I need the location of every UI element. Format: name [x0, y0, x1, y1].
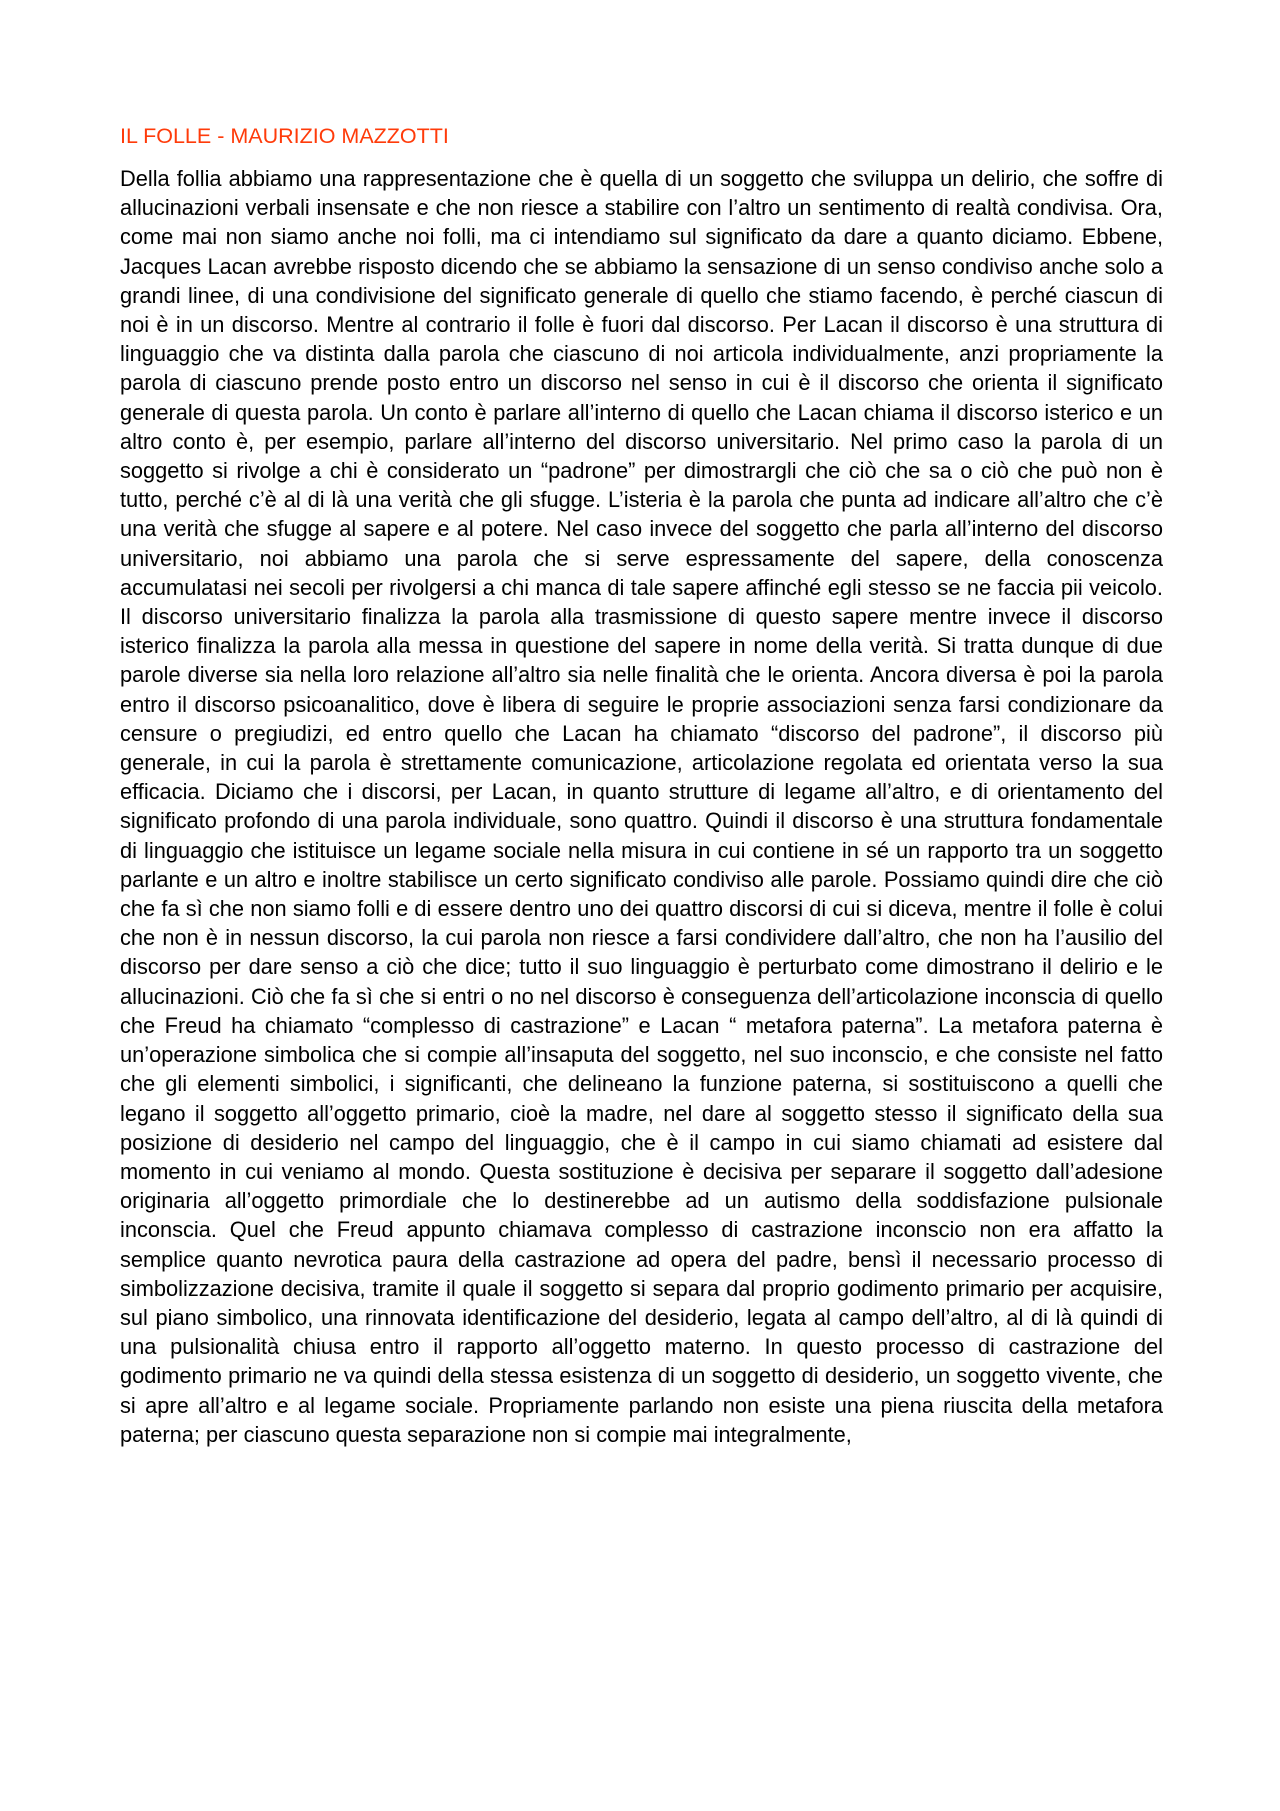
document-body-paragraph: Della follia abbiamo una rappresentazione che è quella di un soggetto che sviluppa un delirio, che soffre di allucinazioni verbali insensate e che non riesce a stabilire con l’altro un sentimento di realtà condivisa. Ora, come mai non siamo anche noi folli, ma ci intendiamo sul significato da dare a quanto diciamo. Ebbene, Jacques Lacan avrebbe risposto dicendo che se abbiamo la sensazione di un senso condiviso anche solo a grandi linee, di una condivisione del significato generale di quello che stiamo facendo, è perché ciascun di noi è in un discorso. Mentre al contrario il folle è fuori dal discorso. Per Lacan il discorso è una struttura di linguaggio che va distinta dalla parola che ciascuno di noi articola individualmente, anzi propriamente la parola di ciascuno prende posto entro un discorso nel senso in cui è il discorso che orienta il significato generale di questa parola. Un conto è parlare all’interno di quello che Lacan chiama il discorso isterico e un altro conto è, per esempio, parlare all’interno del discorso universitario. Nel primo caso la parola di un soggetto si rivolge a chi è considerato un “padrone” per dimostrargli che ciò che sa o ciò che può non è tutto, perché c’è al di là una verità che gli sfugge. L’isteria è la parola che punta ad indicare all’altro che c’è una verità che sfugge al sapere e al potere. Nel caso invece del soggetto che parla all’interno del discorso universitario, noi abbiamo una parola che si serve espressamente del sapere, della conoscenza accumulatasi nei secoli per rivolgersi a chi manca di tale sapere affinché egli stesso se ne faccia pii veicolo. Il discorso universitario finalizza la parola alla trasmissione di questo sapere mentre invece il discorso isterico finalizza la parola alla messa in questione del sapere in nome della verità. Si tratta dunque di due parole diverse sia nella loro relazione all’altro sia nelle finalità che le orienta. Ancora diversa è poi la parola entro il discorso psicoanalitico, dove è libera di seguire le proprie associazioni senza farsi condizionare da censure o pregiudizi, ed entro quello che Lacan ha chiamato “discorso del padrone”, il discorso più generale, in cui la parola è strettamente comunicazione, articolazione regolata ed orientata verso la sua efficacia. Diciamo che i discorsi, per Lacan, in quanto strutture di legame all’altro, e di orientamento del significato profondo di una parola individuale, sono quattro. Quindi il discorso è una struttura fondamentale di linguaggio che istituisce un legame sociale nella misura in cui contiene in sé un rapporto tra un soggetto parlante e un altro e inoltre stabilisce un certo significato condiviso alle parole. Possiamo quindi dire che ciò che fa sì che non siamo folli e di essere dentro uno dei quattro discorsi di cui si diceva, mentre il folle è colui che non è in nessun discorso, la cui parola non riesce a farsi condividere dall’altro, che non ha l’ausilio del discorso per dare senso a ciò che dice; tutto il suo linguaggio è perturbato come dimostrano il delirio e le allucinazioni. Ciò che fa sì che si entri o no nel discorso è conseguenza dell’articolazione inconscia di quello che Freud ha chiamato “complesso di castrazione” e Lacan “ metafora paterna”. La metafora paterna è un’operazione simbolica che si compie all’insaputa del soggetto, nel suo inconscio, e che consiste nel fatto che gli elementi simbolici, i significanti, che delineano la funzione paterna, si sostituiscono a quelli che legano il soggetto all’oggetto primario, cioè la madre, nel dare al soggetto stesso il significato della sua posizione di desiderio nel campo del linguaggio, che è il campo in cui siamo chiamati ad esistere dal momento in cui veniamo al mondo. Questa sostituzione è decisiva per separare il soggetto dall’adesione originaria all’oggetto primordiale che lo destinerebbe ad un autismo della soddisfazione pulsionale inconscia. Quel che Freud appunto chiamava complesso di castrazione inconscio non era affatto la semplice quanto nevrotica paura della castrazione ad opera del padre, bensì il necessario processo di simbolizzazione decisiva, tramite il quale il soggetto si separa dal proprio godimento primario per acquisire, sul piano simbolico, una rinnovata identificazione del desiderio, legata al campo dell’altro, al di là quindi di una pulsionalità chiusa entro il rapporto all’oggetto materno. In questo processo di castrazione del godimento primario ne va quindi della stessa esistenza di un soggetto di desiderio, un soggetto vivente, che si apre all’altro e al legame sociale. Propriamente parlando non esiste una piena riuscita della metafora paterna; per ciascuno questa separazione non si compie mai integralmente, [120, 166, 1163, 1447]
document-title: IL FOLLE - MAURIZIO MAZZOTTI [120, 124, 449, 148]
document-page [120, 122, 1163, 1449]
